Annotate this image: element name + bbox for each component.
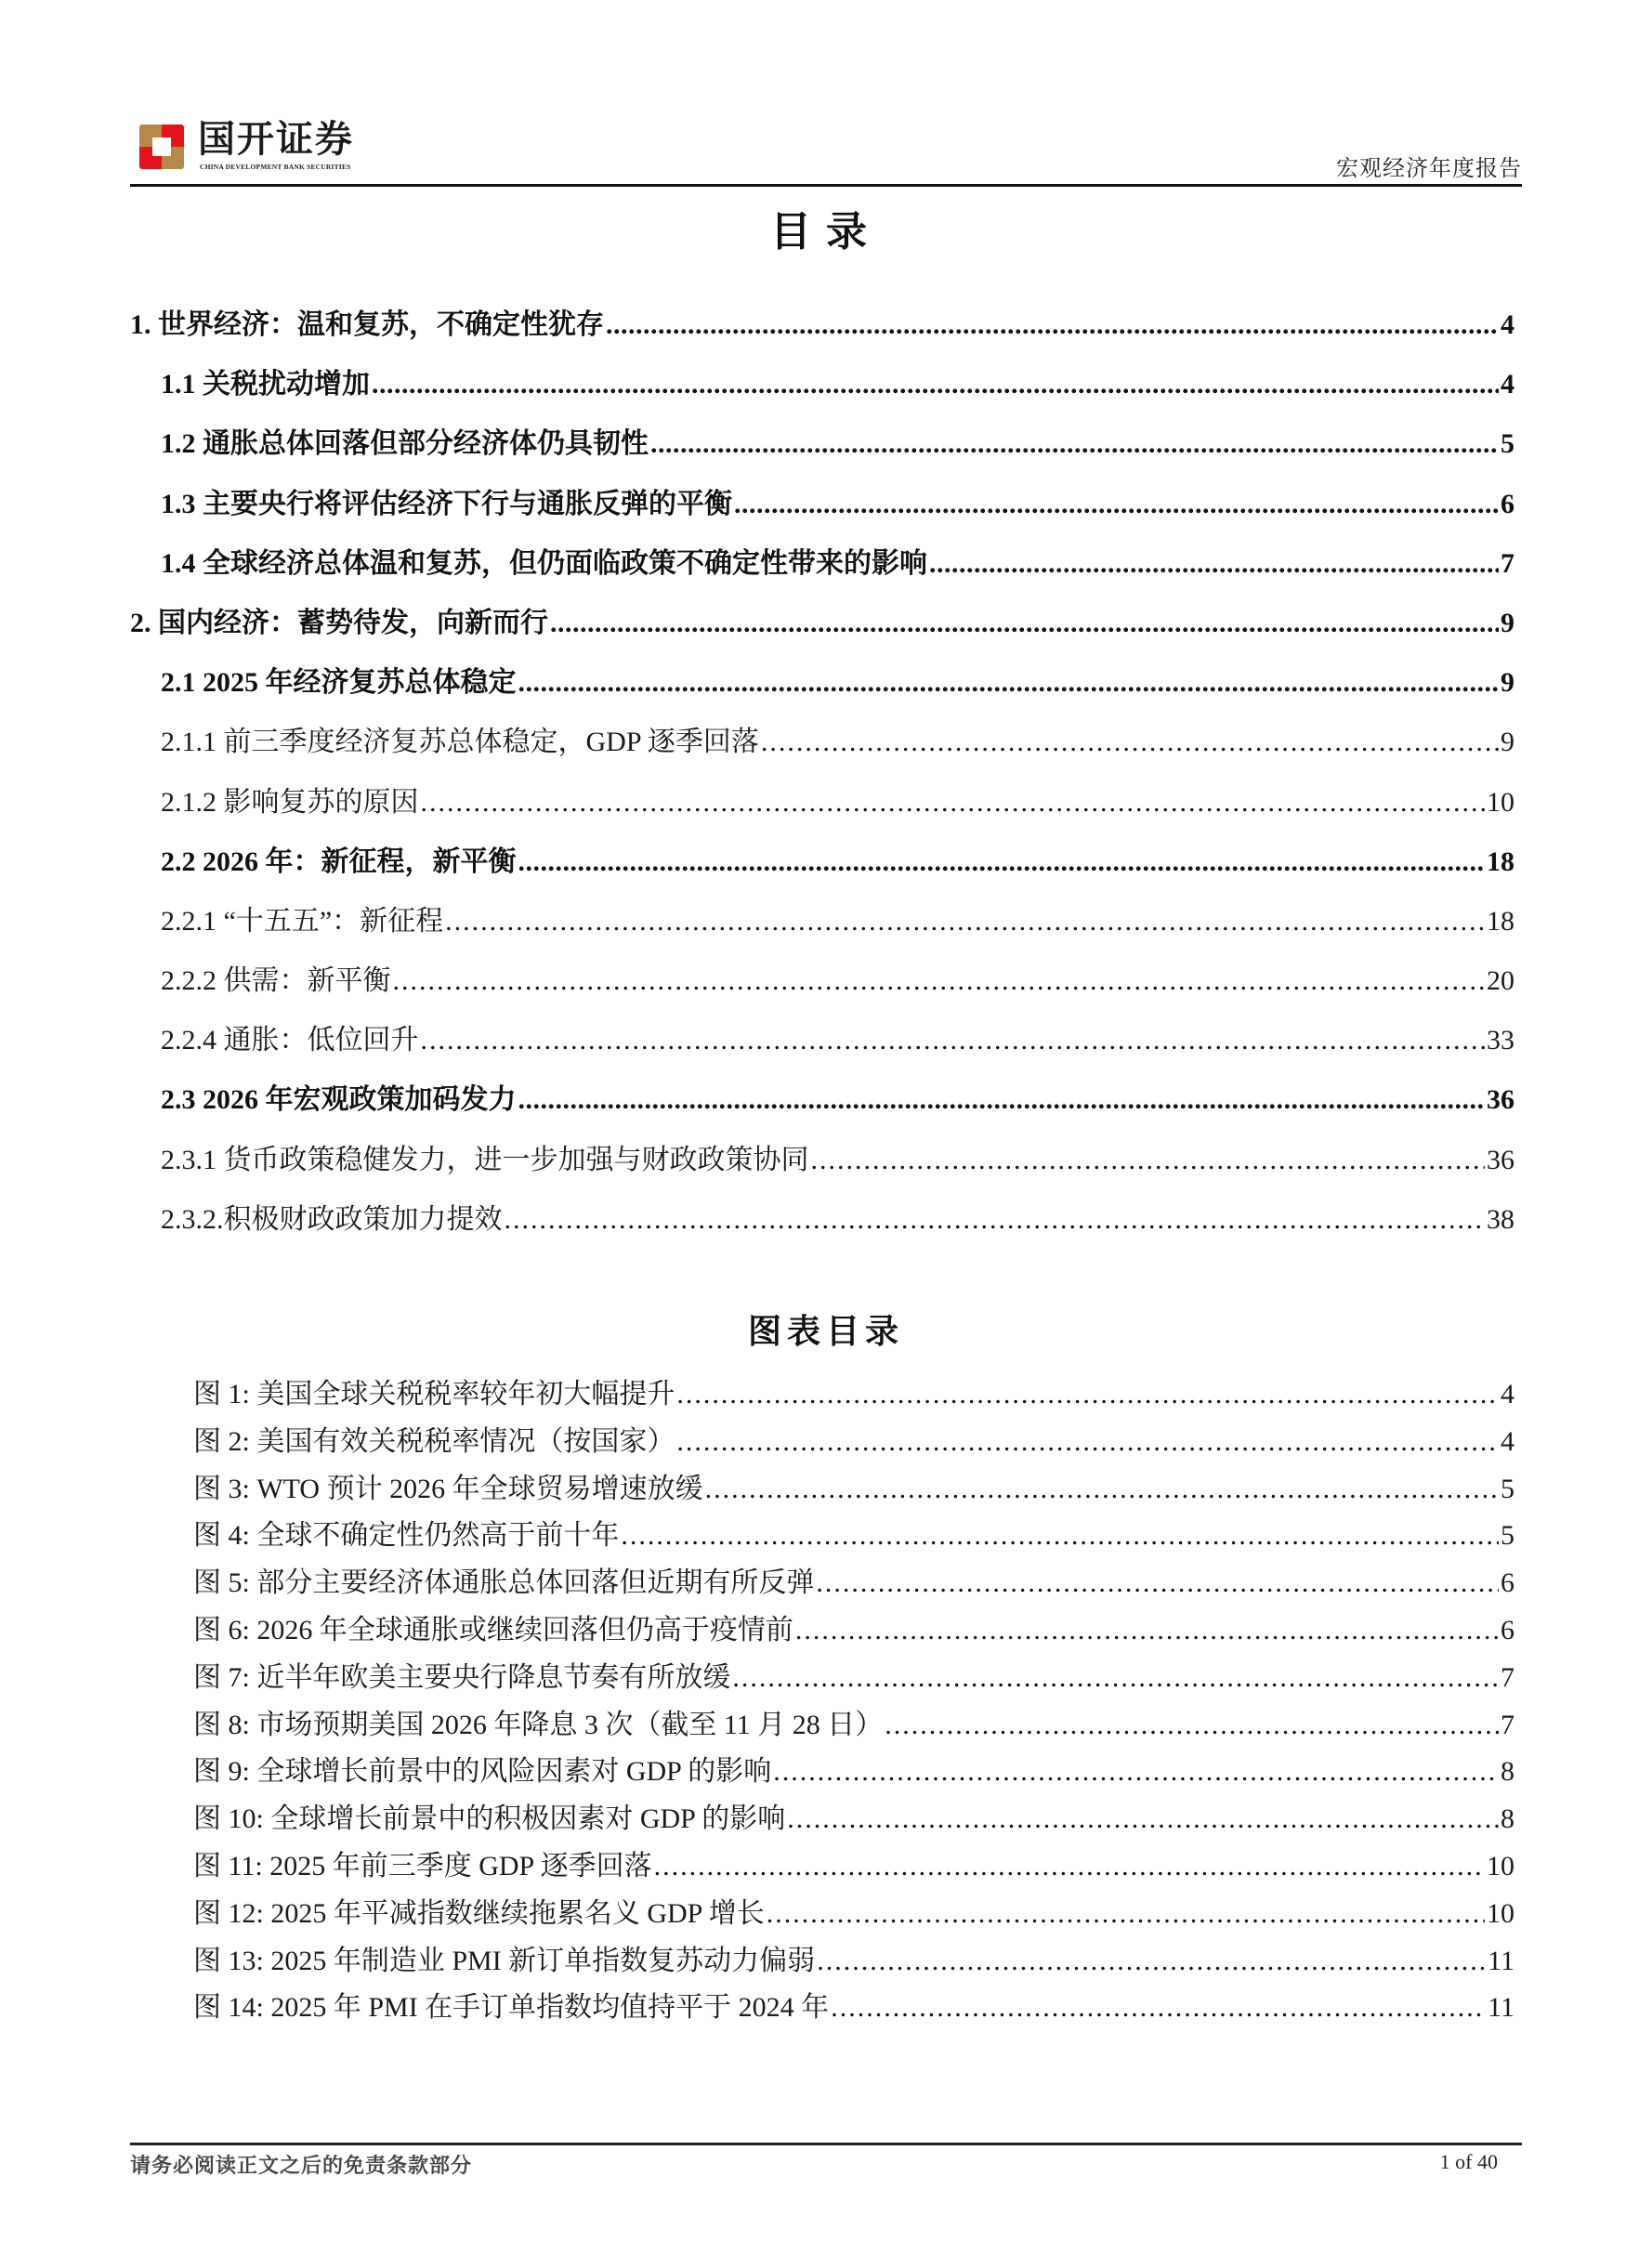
dot-leader xyxy=(421,773,1486,833)
dot-leader xyxy=(372,355,1499,414)
toc-entry-label: 2.2.1 “十五五”：新征程 xyxy=(161,905,444,937)
figure-entry-label: 图 11: 2025 年前三季度 GDP 逐季回落 xyxy=(193,1850,652,1881)
figure-entry-label: 图 6: 2026 年全球通胀或继续回落但仍高于疫情前 xyxy=(193,1614,793,1645)
toc-entry[interactable] xyxy=(130,833,1514,892)
figure-entry[interactable] xyxy=(193,1419,1514,1466)
toc-entry[interactable] xyxy=(130,1190,1514,1250)
figure-entry-label: 图 8: 市场预期美国 2026 年降息 3 次（截至 11 月 28 日） xyxy=(193,1709,884,1740)
logo-center xyxy=(152,138,171,156)
figure-entry[interactable] xyxy=(193,1985,1514,2032)
figure-entry[interactable] xyxy=(193,1796,1514,1843)
toc-entry-label: 1.1 关税扰动增加 xyxy=(161,369,370,400)
figure-entry-label: 图 5: 部分主要经济体通胀总体回落但近期有所反弹 xyxy=(193,1567,815,1599)
figure-entry[interactable] xyxy=(193,1702,1514,1750)
toc-title: 目录 xyxy=(770,209,882,255)
dot-leader xyxy=(817,1938,1486,1986)
toc-entry[interactable] xyxy=(130,713,1514,772)
figure-entry[interactable] xyxy=(193,1655,1514,1702)
toc-entry-label: 2.3.1 货币政策稳健发力，进一步加强与财政政策协同 xyxy=(161,1144,809,1175)
figure-entry-label: 图 13: 2025 年制造业 PMI 新订单指数复苏动力偏弱 xyxy=(193,1945,816,1976)
brand-name: 国开证券 xyxy=(198,117,354,161)
dot-leader xyxy=(518,1070,1486,1130)
dot-leader xyxy=(393,951,1486,1011)
toc-entry-label: 2.1 2025 年经济复苏总体稳定 xyxy=(161,667,517,699)
dot-leader xyxy=(421,1011,1486,1070)
toc-entry[interactable] xyxy=(130,892,1514,951)
figure-entry-page-number: 7 xyxy=(1501,1709,1514,1740)
toc-entry-page-number: 18 xyxy=(1487,846,1514,877)
brand-name-english: CHINA DEVELOPMENT BANK SECURITIES xyxy=(200,163,351,171)
dot-leader xyxy=(705,1466,1499,1514)
figure-entry-page-number: 4 xyxy=(1501,1425,1514,1457)
figure-entry[interactable] xyxy=(193,1513,1514,1560)
toc-entry-page-number: 36 xyxy=(1487,1144,1514,1175)
figure-entry-label: 图 4: 全球不确定性仍然高于前十年 xyxy=(193,1520,620,1552)
figure-entry-label: 图 14: 2025 年 PMI 在手订单指数均值持平于 2024 年 xyxy=(193,1992,830,2024)
figure-entry-page-number: 10 xyxy=(1487,1897,1514,1929)
figure-list xyxy=(193,1371,1514,2032)
dot-leader xyxy=(676,1371,1499,1419)
toc-entry-label: 2.1.2 影响复苏的原因 xyxy=(161,786,419,818)
dot-leader xyxy=(795,1607,1499,1655)
toc-entry-label: 1.4 全球经济总体温和复苏，但仍面临政策不确定性带来的影响 xyxy=(161,547,927,579)
toc-entry-label: 2.2 2026 年：新征程，新平衡 xyxy=(161,846,517,877)
toc-entry-label: 1.3 主要央行将评估经济下行与通胀反弹的平衡 xyxy=(161,488,732,519)
toc-entry-page-number: 7 xyxy=(1501,547,1514,579)
dot-leader xyxy=(885,1702,1499,1750)
toc-entry-label: 2.1.1 前三季度经济复苏总体稳定，GDP 逐季回落 xyxy=(161,727,759,758)
dot-leader xyxy=(732,1655,1499,1702)
figure-entry[interactable] xyxy=(193,1749,1514,1796)
toc-entry[interactable] xyxy=(130,295,1514,355)
footer-divider xyxy=(130,2143,1522,2145)
dot-leader xyxy=(929,534,1499,594)
figure-entry-label: 图 9: 全球增长前景中的风险因素对 GDP 的影响 xyxy=(193,1756,772,1788)
figure-entry[interactable] xyxy=(193,1938,1514,1986)
dot-leader xyxy=(773,1749,1499,1796)
toc-entry-label: 2.2.2 供需：新平衡 xyxy=(161,965,391,997)
toc-entry-page-number: 20 xyxy=(1487,965,1514,997)
toc-entry[interactable] xyxy=(130,951,1514,1011)
toc-entry-label: 2.3 2026 年宏观政策加码发力 xyxy=(161,1084,517,1116)
figure-entry-page-number: 7 xyxy=(1501,1661,1514,1693)
dot-leader xyxy=(767,1891,1485,1938)
figure-entry-label: 图 10: 全球增长前景中的积极因素对 GDP 的影响 xyxy=(193,1803,786,1835)
toc-entry[interactable] xyxy=(130,653,1514,713)
figure-list-title: 图表目录 xyxy=(747,1313,904,1350)
figure-entry-page-number: 8 xyxy=(1501,1756,1514,1788)
toc-entry[interactable] xyxy=(130,475,1514,534)
dot-leader xyxy=(761,713,1499,772)
dot-leader xyxy=(621,1513,1499,1560)
toc-entry-page-number: 6 xyxy=(1501,488,1514,519)
toc-entry-page-number: 4 xyxy=(1501,309,1514,340)
figure-entry-page-number: 10 xyxy=(1487,1850,1514,1881)
figure-entry-page-number: 4 xyxy=(1501,1379,1514,1409)
dot-leader xyxy=(518,833,1486,892)
figure-entry-page-number: 5 xyxy=(1501,1473,1514,1504)
toc-entry-page-number: 10 xyxy=(1487,786,1514,818)
figure-entry[interactable] xyxy=(193,1843,1514,1891)
header-divider xyxy=(130,184,1522,187)
figure-entry[interactable] xyxy=(193,1466,1514,1514)
toc-entry[interactable] xyxy=(130,1131,1514,1190)
figure-entry-page-number: 6 xyxy=(1501,1567,1514,1599)
figure-entry[interactable] xyxy=(193,1371,1514,1419)
dot-leader xyxy=(676,1419,1499,1466)
toc-entry-page-number: 36 xyxy=(1487,1084,1514,1116)
toc-entry-label: 2.3.2.积极财政政策加力提效 xyxy=(161,1203,503,1235)
toc-entry[interactable] xyxy=(130,773,1514,833)
dot-leader xyxy=(606,295,1499,355)
toc-entry-label: 1.2 通胀总体回落但部分经济体仍具韧性 xyxy=(161,428,649,460)
figure-entry-page-number: 11 xyxy=(1488,1992,1514,2024)
dot-leader xyxy=(550,594,1499,653)
figure-entry-label: 图 12: 2025 年平减指数继续拖累名义 GDP 增长 xyxy=(193,1897,765,1929)
dot-leader xyxy=(734,475,1499,534)
toc-entry[interactable] xyxy=(130,594,1514,653)
dot-leader xyxy=(445,892,1485,951)
report-type: 宏观经济年度报告 xyxy=(1336,157,1522,181)
figure-entry-label: 图 3: WTO 预计 2026 年全球贸易增速放缓 xyxy=(193,1473,703,1504)
toc-entry[interactable] xyxy=(130,414,1514,474)
dot-leader xyxy=(650,414,1499,474)
toc-entry-page-number: 18 xyxy=(1487,905,1514,937)
figure-entry-page-number: 5 xyxy=(1501,1520,1514,1552)
toc-entry-label: 2. 国内经济：蓄势待发，向新而行 xyxy=(130,607,548,638)
toc-entry-page-number: 38 xyxy=(1487,1203,1514,1235)
toc-entry-page-number: 9 xyxy=(1501,667,1514,699)
figure-entry[interactable] xyxy=(193,1607,1514,1655)
dot-leader xyxy=(816,1560,1499,1607)
company-logo-icon xyxy=(139,125,184,169)
figure-entry-label: 图 7: 近半年欧美主要央行降息节奏有所放缓 xyxy=(193,1661,731,1693)
dot-leader xyxy=(654,1843,1485,1891)
toc-entry-page-number: 5 xyxy=(1501,428,1514,460)
toc-entry-page-number: 9 xyxy=(1501,727,1514,758)
dot-leader xyxy=(787,1796,1499,1843)
figure-entry-label: 图 2: 美国有效关税税率情况（按国家） xyxy=(193,1425,675,1457)
toc-entry-page-number: 9 xyxy=(1501,607,1514,638)
toc-entry[interactable] xyxy=(130,534,1514,594)
toc-entry[interactable] xyxy=(130,1070,1514,1130)
dot-leader xyxy=(831,1985,1486,2032)
dot-leader xyxy=(518,653,1500,713)
toc-entry-label: 1. 世界经济：温和复苏，不确定性犹存 xyxy=(130,309,604,340)
page-indicator: 1 of 40 xyxy=(1439,2150,1498,2173)
figure-entry[interactable] xyxy=(193,1891,1514,1938)
figure-entry-label: 图 1: 美国全球关税税率较年初大幅提升 xyxy=(193,1379,675,1409)
disclaimer-note: 请务必阅读正文之后的免责条款部分 xyxy=(130,2154,473,2177)
toc-entry-page-number: 4 xyxy=(1501,369,1514,400)
figure-entry[interactable] xyxy=(193,1560,1514,1607)
figure-entry-page-number: 8 xyxy=(1501,1803,1514,1835)
toc-entry[interactable] xyxy=(130,355,1514,414)
figure-entry-page-number: 6 xyxy=(1501,1614,1514,1645)
toc-entry[interactable] xyxy=(130,1011,1514,1070)
toc-entry-page-number: 33 xyxy=(1487,1025,1514,1056)
toc-entry-label: 2.2.4 通胀：低位回升 xyxy=(161,1025,419,1056)
dot-leader xyxy=(505,1190,1486,1250)
dot-leader xyxy=(811,1131,1486,1190)
table-of-contents xyxy=(130,295,1514,1250)
figure-entry-page-number: 11 xyxy=(1488,1945,1514,1976)
